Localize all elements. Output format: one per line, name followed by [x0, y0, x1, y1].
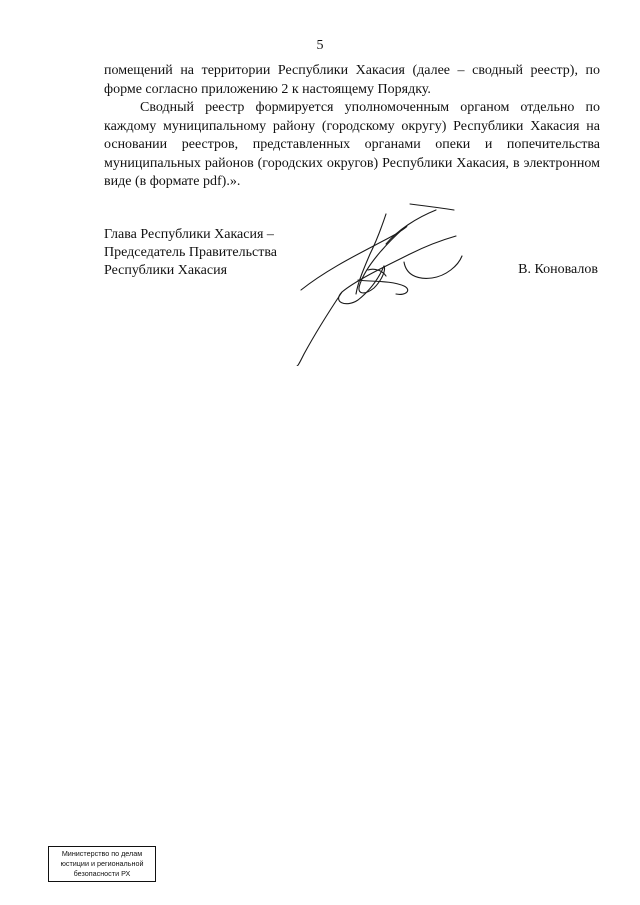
paragraph-consolidated-registry: Сводный реестр формируется уполномоченным органом отдельно по каждому муниципальному району (городскому округу) Республики Хакасия на основании реестров, представленных органами опеки и попечительства муниципальных районов (городских округов) Республики Хакасия, в электронном виде (в формате pdf).».: [104, 100, 600, 189]
signatory-title-line: Председатель Правительства: [104, 245, 277, 260]
paragraph-continuation: помещений на территории Республики Хакасия (далее – сводный реестр), по форме согласно приложению 2 к настоящему Порядку.: [104, 63, 600, 97]
stamp-line: Министерство по делам: [61, 849, 143, 858]
stamp-line: юстиции и региональной: [60, 859, 144, 868]
registration-stamp: [48, 846, 156, 882]
signatory-title: [104, 226, 277, 280]
signatory-title-line: Республики Хакасия: [104, 263, 228, 278]
signatory-name: В. Коновалов: [518, 262, 598, 277]
document-body: [104, 62, 600, 192]
signatory-title-line: Глава Республики Хакасия –: [104, 227, 274, 242]
stamp-line: безопасности РХ: [73, 869, 131, 878]
page-number: 5: [316, 38, 324, 53]
handwritten-signature: [286, 196, 476, 366]
